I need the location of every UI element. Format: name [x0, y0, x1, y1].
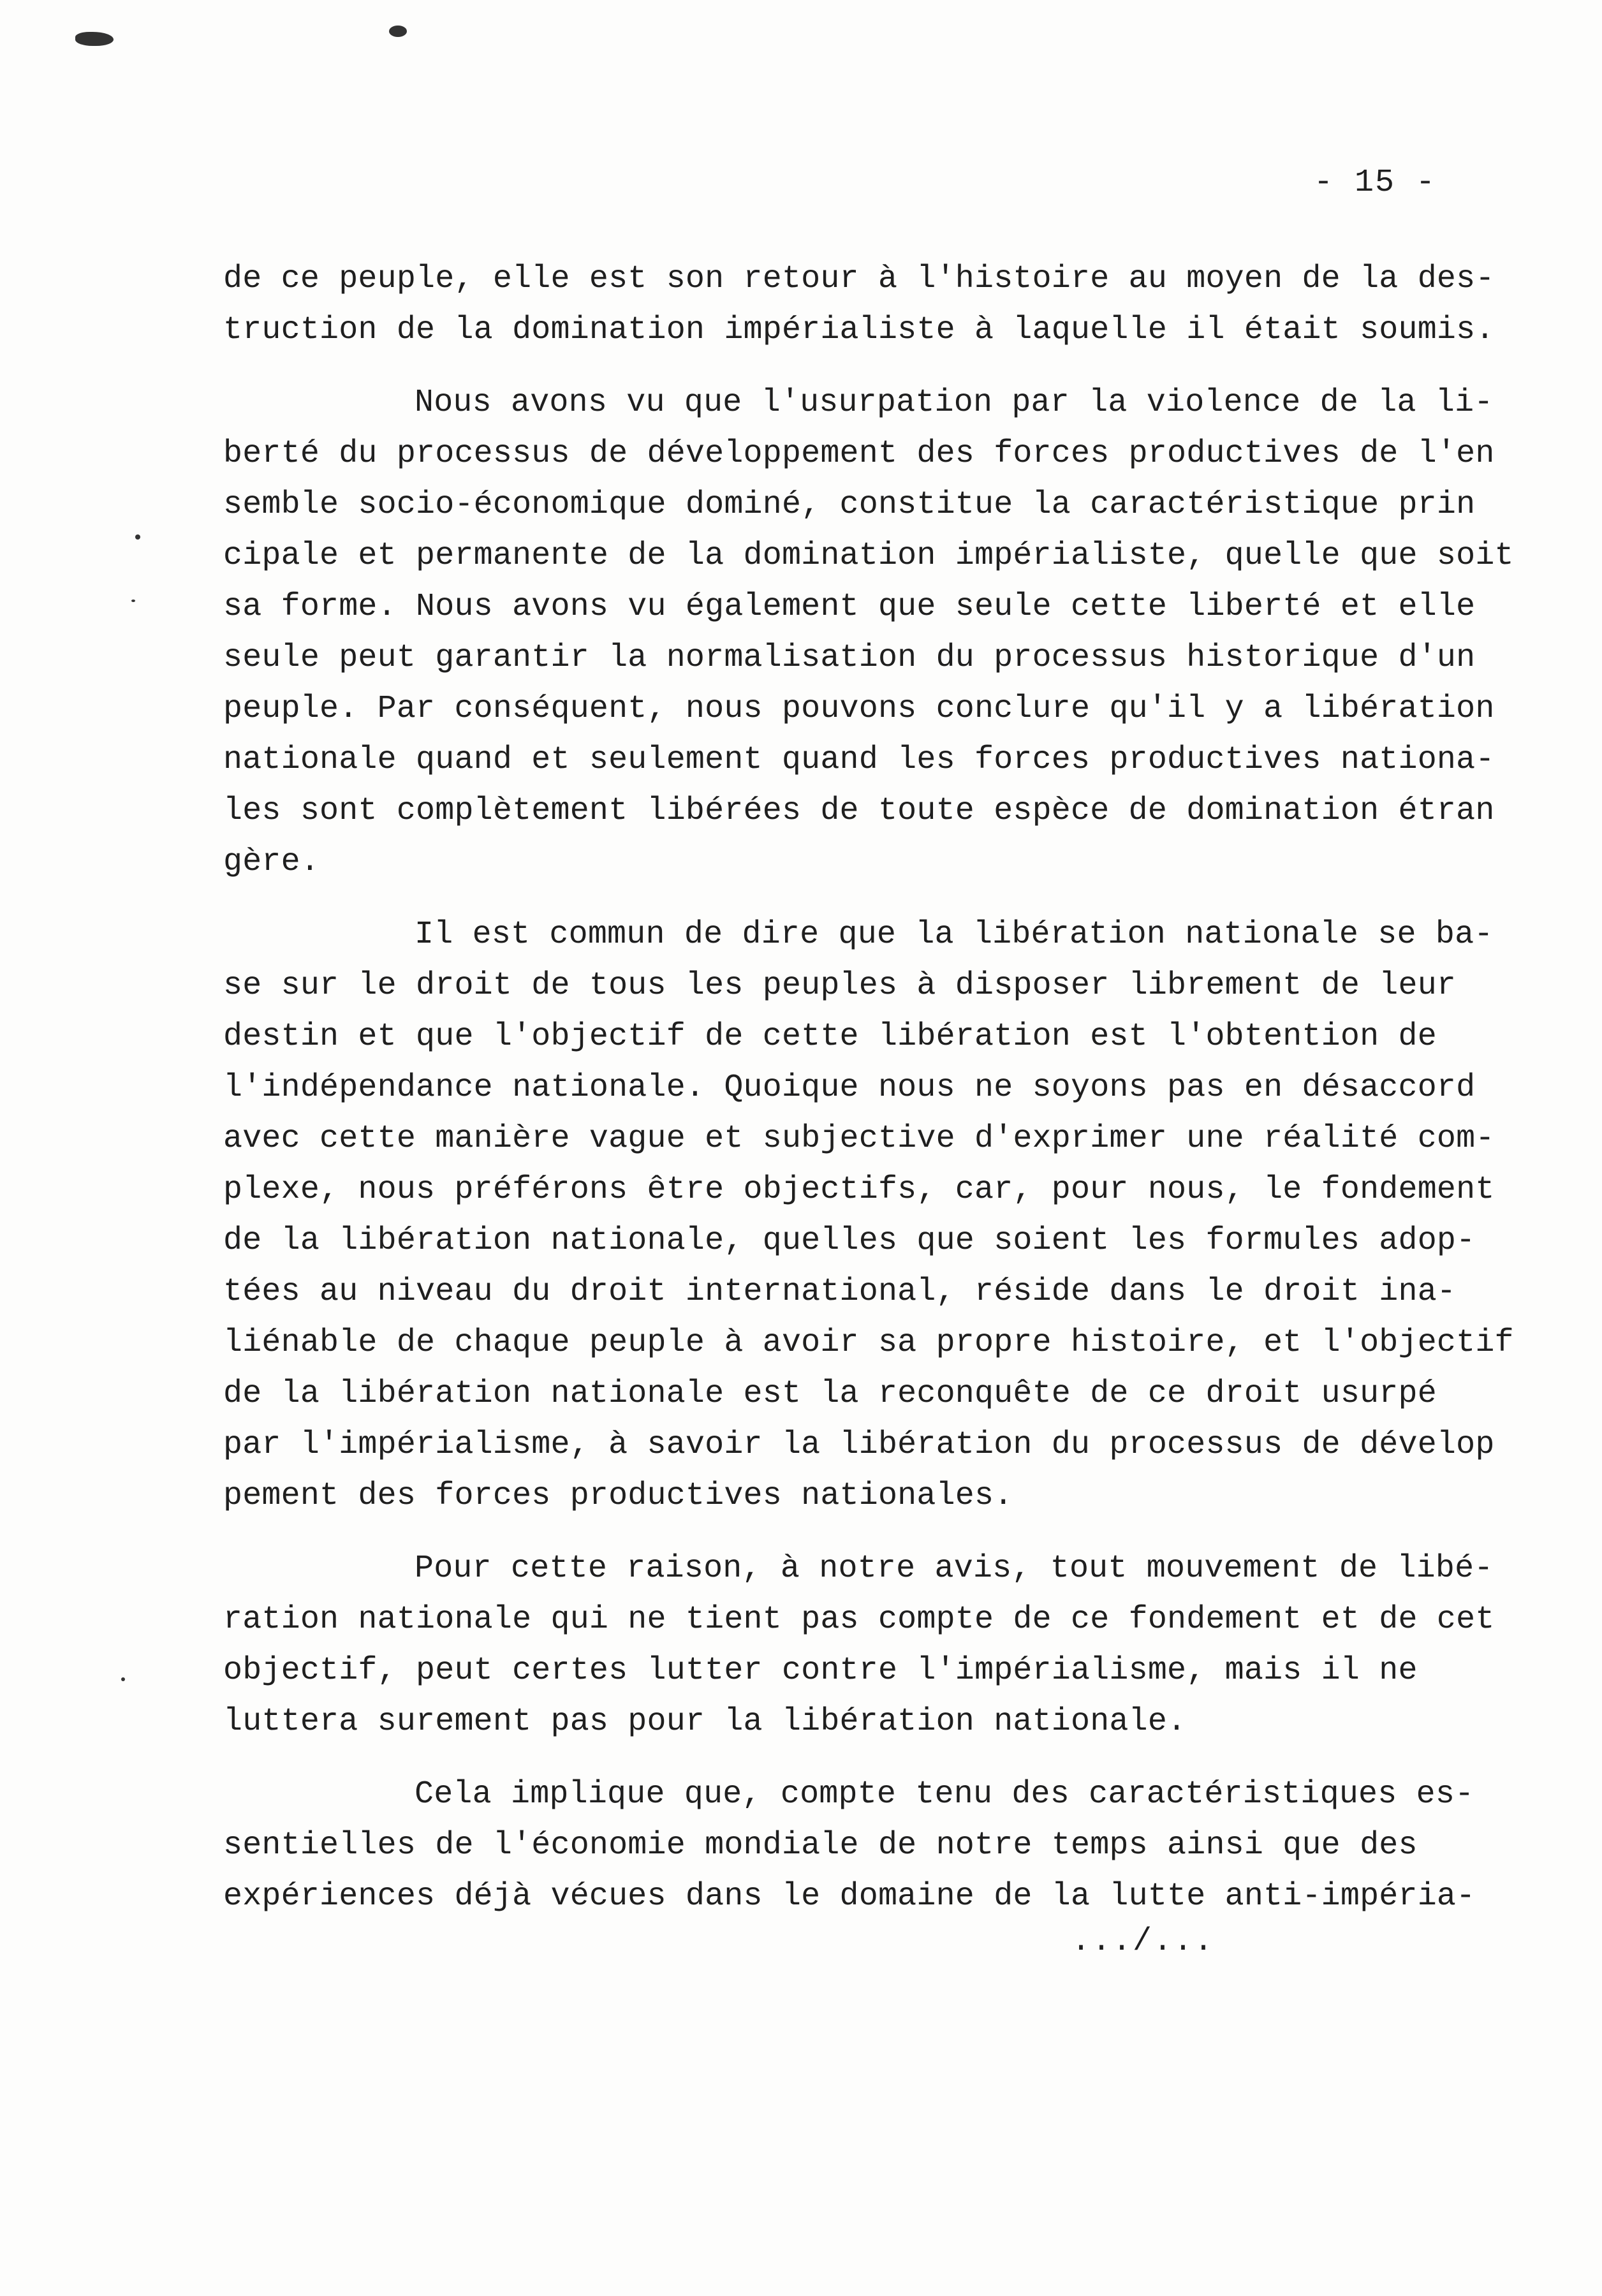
scan-speck	[75, 32, 114, 46]
text-line: luttera surement pas pour la libération nationale.	[223, 1704, 1187, 1740]
paragraph	[223, 254, 1511, 356]
text-line: expériences déjà vécues dans le domaine de la lutte anti-impéria-	[223, 1878, 1476, 1915]
scan-speck	[389, 26, 407, 37]
paragraph	[223, 378, 1514, 888]
text-line: objectif, peut certes lutter contre l'impérialisme, mais il ne	[223, 1652, 1418, 1689]
text-line: de la libération nationale, quelles que soient les formules adop-	[223, 1223, 1476, 1259]
paragraph	[223, 909, 1514, 1522]
paragraph-gap	[223, 888, 1511, 909]
text-line: pement des forces productives nationales.	[223, 1478, 1013, 1514]
text-line: ration nationale qui ne tient pas compte de ce fondement et de cet	[223, 1601, 1495, 1638]
text-line: peuple. Par conséquent, nous pouvons conclure qu'il y a libération	[223, 691, 1495, 727]
scan-speck	[135, 534, 140, 540]
text-line: destin et que l'objectif de cette libération est l'obtention de	[223, 1019, 1437, 1055]
page-number: - 15 -	[1314, 165, 1437, 201]
body-text	[223, 254, 1514, 1922]
text-line: sentielles de l'économie mondiale de notre temps ainsi que des	[223, 1827, 1418, 1864]
text-line: les sont complètement libérées de toute espèce de domination étran	[223, 793, 1495, 829]
paragraph	[223, 1769, 1511, 1922]
text-line: seule peut garantir la normalisation du processus historique d'un	[223, 640, 1476, 676]
text-line: cipale et permanente de la domination impérialiste, quelle que soit	[223, 538, 1514, 574]
text-line: l'indépendance nationale. Quoique nous ne soyons pas en désaccord	[223, 1070, 1476, 1106]
text-line: de la libération nationale est la reconquête de ce droit usurpé	[223, 1376, 1437, 1412]
text-line: avec cette manière vague et subjective d'exprimer une réalité com-	[223, 1121, 1495, 1157]
paragraph-gap	[223, 1522, 1511, 1543]
text-line: de ce peuple, elle est son retour à l'histoire au moyen de la des-	[223, 261, 1495, 297]
text-line: semble socio-économique dominé, constitue la caractéristique prin	[223, 487, 1476, 523]
text-line: liénable de chaque peuple à avoir sa propre histoire, et l'objectif	[223, 1325, 1514, 1361]
text-line: berté du processus de développement des forces productives de l'en	[223, 436, 1495, 472]
scan-speck	[131, 600, 135, 602]
text-line: tées au niveau du droit international, réside dans le droit ina-	[223, 1274, 1457, 1310]
text-line: sa forme. Nous avons vu également que seule cette liberté et elle	[223, 589, 1476, 625]
paragraph-gap	[223, 356, 1511, 378]
text-line: Pour cette raison, à notre avis, tout mouvement de libé-	[415, 1550, 1494, 1587]
text-line: par l'impérialisme, à savoir la libération du processus de dévelop	[223, 1427, 1495, 1463]
text-line: Cela implique que, compte tenu des caractéristiques es-	[415, 1776, 1474, 1813]
text-line: nationale quand et seulement quand les forces productives nationa-	[223, 742, 1495, 778]
paragraph-gap	[223, 1748, 1511, 1769]
text-line: truction de la domination impérialiste à laquelle il était soumis.	[223, 312, 1495, 348]
scan-speck	[121, 1677, 125, 1681]
continuation-mark: .../...	[1071, 1924, 1215, 1960]
text-line: se sur le droit de tous les peuples à disposer librement de leur	[223, 968, 1457, 1004]
text-line: gère.	[223, 844, 320, 880]
text-line: Nous avons vu que l'usurpation par la violence de la li-	[415, 385, 1494, 421]
paragraph	[223, 1543, 1511, 1748]
text-line: plexe, nous préférons être objectifs, car, pour nous, le fondement	[223, 1172, 1495, 1208]
text-line: Il est commun de dire que la libération nationale se ba-	[415, 916, 1494, 953]
